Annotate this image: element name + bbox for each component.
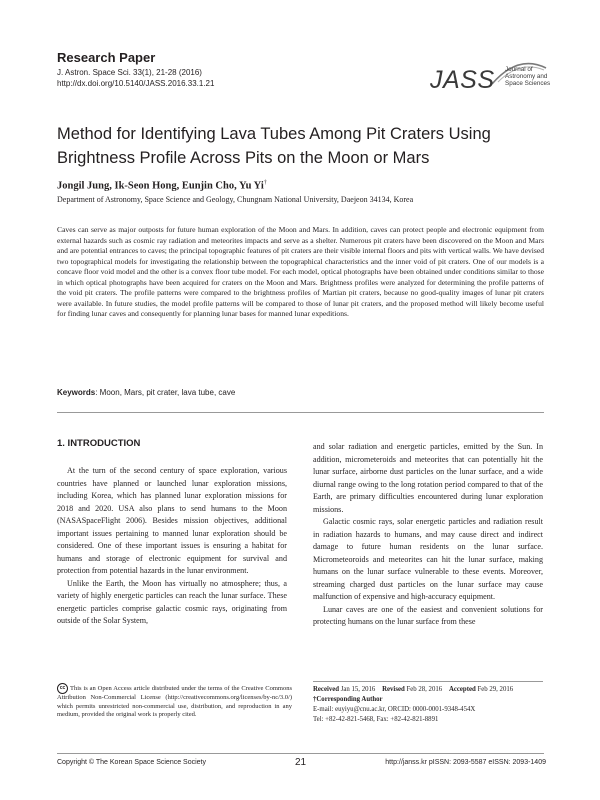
author-names: Jongil Jung, Ik-Seon Hong, Eunjin Cho, Yu Yi <box>57 180 264 192</box>
accepted-date: Feb 29, 2016 <box>477 686 514 693</box>
keywords-label: Keywords <box>57 388 96 397</box>
creative-commons-icon: cc <box>57 683 68 694</box>
revised-date: Feb 28, 2016 <box>406 686 443 693</box>
license-notice <box>57 683 292 720</box>
page-number: 21 <box>295 757 307 768</box>
keywords-value: : Moon, Mars, pit crater, lava tube, cave <box>95 388 236 397</box>
corresponding-phone: Tel: +82-42-821-5468, Fax: +82-42-821-8891 <box>313 716 439 723</box>
received-label: Received <box>313 686 340 693</box>
doi-link[interactable]: http://dx.doi.org/10.5140/JASS.2016.33.1.21 <box>57 79 215 88</box>
affiliation: Department of Astronomy, Space Science and Geology, Chungnam National University, Daejeon 34134, Korea <box>57 195 414 204</box>
license-text: This is an Open Access article distributed under the terms of the Creative Commons Attribution Non-Commercial License (http://creativecommons.org/licenses/by-nc/3.0/) which permits unrestricted non-commercial use, distribution, and reproduction in any medium, provided the original work is properly cited. <box>57 684 292 719</box>
subtitle-line-3: Space Sciences <box>505 80 551 87</box>
footer-issn: http://janss.kr pISSN: 2093-5587 eISSN: 2093-1409 <box>385 759 546 766</box>
paragraph: At the turn of the second century of space exploration, various countries have planned or launched lunar exploration missions, including Korea, which has planned lunar exploration missions for 2018 and 2020. USA also plans to send humans to the Moon (NASASpaceFlight 2006). Besides mission objectives, additional important issues pertaining to manned lunar exploration should be considered. One of these important issues is ensuring a habitat for humans and storage of electronic equipment for survival and protection from potential hazards in the lunar environment. <box>57 466 287 575</box>
paragraph: Galactic cosmic rays, solar energetic particles and radiation result in radiation hazards to humans, and may cause direct and indirect damage to future human residents on the lunar surface. Micrometeoroids and meteorites can hit the lunar surface, making humans on the lunar surface vulnerable to these events. Moreover, streaming charged dust particles on the lunar surface may cause malfunction of expensive and high-accuracy equipment. <box>313 517 543 601</box>
article-history <box>313 685 548 725</box>
journal-logo <box>430 64 550 106</box>
right-column <box>313 441 543 629</box>
corresponding-label-text: †Corresponding Author <box>313 696 383 703</box>
accepted-label: Accepted <box>448 686 476 693</box>
section-divider <box>57 412 544 413</box>
abstract: Caves can serve as major outposts for future human exploration of the Moon and Mars. In addition, caves can protect people and electronic equipment from external hazards such as cosmic ray radiation and meteorites impacts and serve as a shelter. Numerous pit craters have been discovered on the Moon and Mars and are potential entrances to caves; the principal topographic features of pit craters are their visible internal floors and pits with vertical walls. We have devised two topographical models for investigating the relationship between the topographical characteristics and the inner void of pit craters. One of our models is a concave floor void model and the other is a convex floor tube model. For each model, optical photographs have been obtained under conditions similar to those in which optical photographs have been acquired for craters on the Moon and Mars. Brightness profiles were analyzed for determining the profile patterns of the void pit craters. The profile patterns were compared to the brightness profiles of Martian pit craters, because no good-quality images of lunar pit craters were available. In future studies, the model profile patterns will be compared to those of lunar pit craters, and the proposed method will likely become useful for finding lunar caves and consequently for planning lunar bases for manned lunar expeditions. <box>57 225 544 318</box>
article-type-label: Research Paper <box>57 50 156 65</box>
paper-title: Method for Identifying Lava Tubes Among Pit Craters Using Brightness Profile Across Pits on the Moon or Mars <box>57 125 491 167</box>
dates-line <box>313 685 548 695</box>
paragraph: and solar radiation and energetic particles, emitted by the Sun. In addition, micrometeroids and meteorites that can potentially hit the lunar surface, airborne dust particles on the lunar surface, and a wide diurnal range owing to the long rotation period compared to that of the Earth, are primary difficulties encountered during lunar exploration missions. <box>313 442 543 514</box>
journal-subtitle <box>505 66 555 87</box>
corresponding-email[interactable]: E-mail: euyiyu@cnu.ac.kr, ORCID: 0000-0001-9348-454X <box>313 706 476 713</box>
revised-label: Revised <box>382 686 405 693</box>
paragraph: Unlike the Earth, the Moon has virtually no atmosphere; thus, a variety of highly energetic particles can reach the lunar surface. These energetic particles comprise galactic cosmic rays, originating from outside of the Solar System, <box>57 578 287 625</box>
paragraph: Lunar caves are one of the easiest and convenient solutions for protecting humans on the lunar surface from these <box>313 604 543 626</box>
left-column <box>57 465 287 628</box>
corresponding-mark: † <box>263 180 267 186</box>
footer-copyright: Copyright © The Korean Space Science Society <box>57 759 206 766</box>
corresponding-author-label <box>313 695 548 705</box>
footer-divider <box>57 753 544 754</box>
history-divider <box>313 681 543 682</box>
author-list <box>57 180 267 192</box>
jass-wordmark: JASS <box>430 66 495 94</box>
keywords <box>57 388 235 397</box>
received-date: Jan 15, 2016 <box>340 686 376 693</box>
section-heading: 1. INTRODUCTION <box>57 438 141 449</box>
subtitle-line-2: Astronomy and <box>505 73 548 80</box>
subtitle-line-1: Journal of <box>505 66 533 73</box>
journal-citation: J. Astron. Space Sci. 33(1), 21-28 (2016) <box>57 68 202 77</box>
